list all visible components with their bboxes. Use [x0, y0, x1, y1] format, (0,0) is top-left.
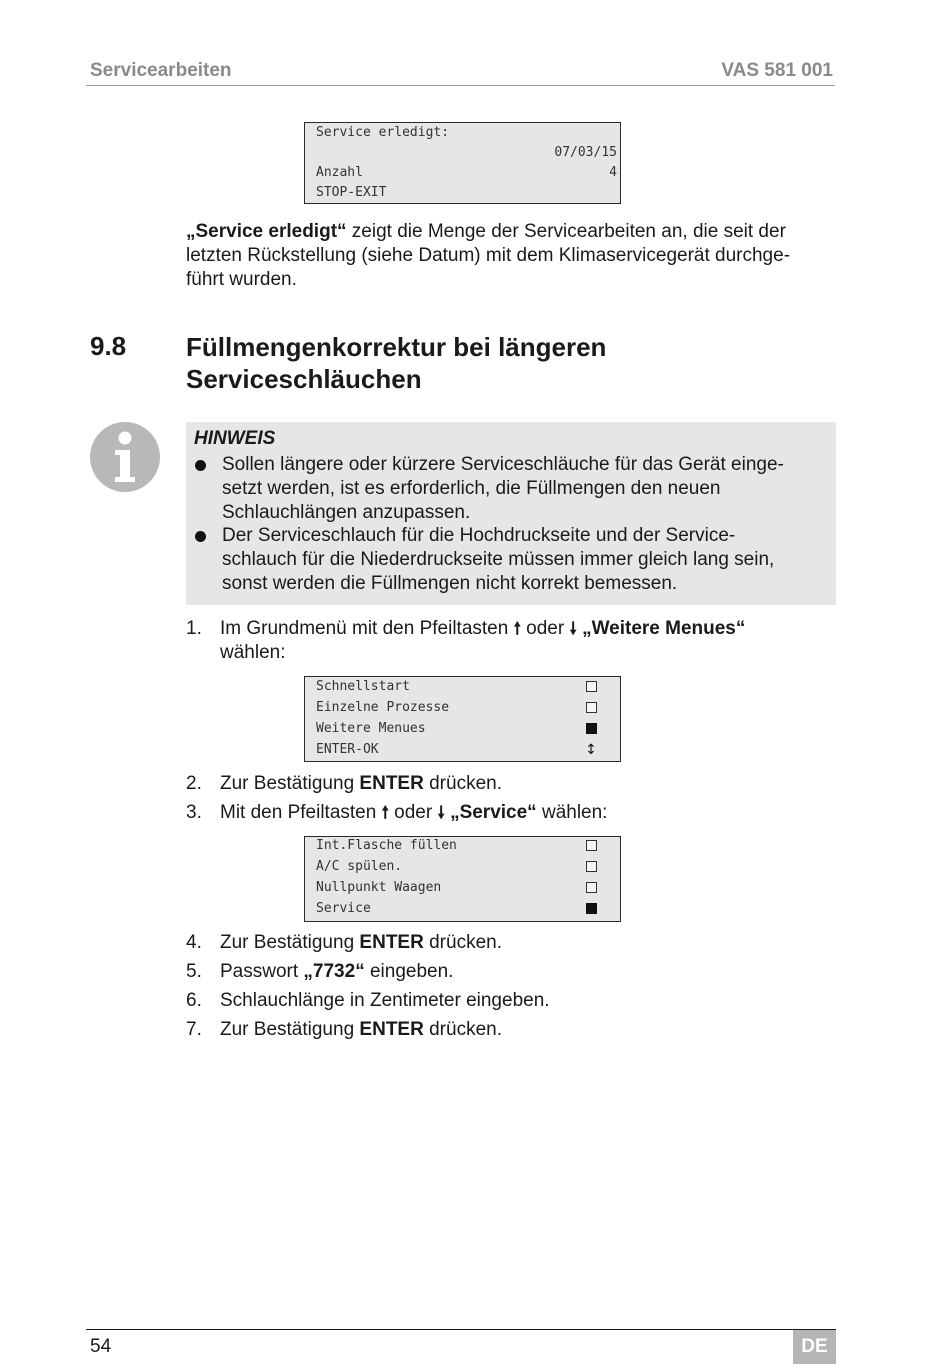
step-number: 5.: [186, 961, 202, 982]
intro-line: [186, 220, 838, 244]
bullet-icon: [195, 531, 206, 542]
hint-line: Der Serviceschlauch für die Hochdruckseite und der Service-: [222, 525, 736, 546]
checkbox-empty-icon: [586, 882, 597, 893]
step-number: 4.: [186, 932, 202, 953]
lcd-display-service-menu: [304, 836, 621, 922]
lcd-line: STOP-EXIT: [316, 185, 387, 200]
footer-divider: [86, 1329, 836, 1330]
step-text-part: eingeben.: [364, 961, 454, 982]
step-text-part: oder: [388, 802, 438, 823]
up-down-arrow-icon: ↕: [585, 742, 597, 758]
intro-line: letzten Rückstellung (siehe Datum) mit dem Klimaservicegerät durchge-: [186, 245, 791, 266]
step-number: 1.: [186, 618, 202, 639]
step-number: 7.: [186, 1019, 202, 1040]
lcd-menu-label: ENTER-OK: [316, 742, 379, 757]
lcd-menu-row: [316, 741, 617, 759]
step-text-part: wählen:: [536, 802, 608, 823]
lcd-menu-row: [316, 879, 617, 897]
step-bold-term: „Service“: [450, 802, 537, 823]
lcd-date: 07/03/15: [554, 145, 617, 160]
lcd-menu-label: Weitere Menues: [316, 721, 426, 736]
step-text-part: wählen:: [220, 642, 286, 663]
step-text-part: oder: [520, 618, 570, 639]
step-bold-term: „7732“: [303, 961, 365, 982]
step-bold-term: ENTER: [359, 1019, 424, 1040]
hint-line: schlauch für die Niederdruckseite müssen immer gleich lang sein,: [222, 549, 775, 570]
step-text-part: drücken.: [423, 1019, 502, 1040]
lcd-menu-label: Service: [316, 901, 371, 916]
lcd-menu-row: [316, 720, 617, 738]
step-text: [220, 931, 830, 955]
section-number: 9.8: [90, 331, 127, 361]
section-title: [186, 331, 786, 395]
hint-box: [186, 422, 836, 605]
arrow-up-icon: 🠕: [381, 803, 389, 823]
lcd-line: Service erledigt:: [316, 125, 450, 140]
step-text-part: Zur Bestätigung: [220, 773, 360, 794]
step-text-part: Passwort: [220, 961, 304, 982]
lcd-menu-row: [316, 900, 617, 918]
step-number: 6.: [186, 990, 202, 1011]
lcd-menu-label: A/C spülen.: [316, 859, 403, 874]
intro-paragraph: [186, 220, 838, 292]
checkbox-selected-icon: [586, 903, 597, 914]
lcd-menu-row: [316, 837, 617, 855]
lcd-count-label: Anzahl: [316, 165, 363, 180]
lcd-menu-row: [316, 678, 617, 696]
arrow-up-icon: 🠕: [513, 619, 521, 639]
step-number: 2.: [186, 773, 202, 794]
lcd-display-main-menu: [304, 676, 621, 762]
step-text: [220, 617, 830, 665]
running-header-chapter: Servicearbeiten: [90, 60, 232, 81]
arrow-down-icon: 🠗: [569, 619, 577, 639]
intro-text: zeigt die Menge der Servicearbeiten an, die seit der: [346, 221, 786, 242]
info-icon: [90, 422, 160, 492]
lcd-line: [316, 144, 617, 162]
step-bold-term: ENTER: [359, 773, 424, 794]
lcd-menu-row: [316, 858, 617, 876]
lcd-menu-label: Schnellstart: [316, 679, 410, 694]
step-text: [220, 772, 830, 796]
intro-bold-term: „Service erledigt“: [186, 221, 347, 242]
step-text: Schlauchlänge in Zentimeter eingeben.: [220, 990, 550, 1011]
lcd-menu-label: Einzelne Prozesse: [316, 700, 450, 715]
section-title-line: Füllmengenkorrektur bei längeren: [186, 332, 607, 362]
lcd-menu-row: [316, 699, 617, 717]
step-text: [220, 801, 830, 825]
hint-text: [222, 453, 832, 525]
step-number: 3.: [186, 802, 202, 823]
intro-line: führt wurden.: [186, 269, 297, 290]
hint-line: setzt werden, ist es erforderlich, die Füllmengen den neuen: [222, 478, 721, 499]
hint-title: HINWEIS: [194, 428, 276, 449]
checkbox-empty-icon: [586, 702, 597, 713]
lcd-display-service-done: [304, 122, 621, 204]
arrow-down-icon: 🠗: [437, 803, 445, 823]
step-bold-term: „Weitere Menues“: [582, 618, 746, 639]
step-text-part: Zur Bestätigung: [220, 932, 360, 953]
step-text-part: Zur Bestätigung: [220, 1019, 360, 1040]
checkbox-empty-icon: [586, 681, 597, 692]
step-text: [220, 1018, 830, 1042]
hint-line: Sollen längere oder kürzere Serviceschläuche für das Gerät einge-: [222, 454, 784, 475]
header-divider: [86, 85, 835, 86]
lcd-line: [316, 164, 617, 182]
step-text-part: drücken.: [423, 932, 502, 953]
step-text-part: Mit den Pfeiltasten: [220, 802, 382, 823]
lcd-menu-label: Nullpunkt Waagen: [316, 880, 442, 895]
language-badge: DE: [793, 1330, 836, 1364]
step-bold-term: ENTER: [359, 932, 424, 953]
lcd-count-value: 4: [609, 165, 617, 180]
bullet-icon: [195, 460, 206, 471]
running-header-model: VAS 581 001: [721, 60, 833, 81]
checkbox-empty-icon: [586, 840, 597, 851]
page-number: 54: [90, 1336, 112, 1357]
hint-line: Schlauchlängen anzupassen.: [222, 502, 471, 523]
section-title-line: Serviceschläuchen: [186, 364, 422, 394]
step-text: [220, 960, 830, 984]
lcd-menu-label: Int.Flasche füllen: [316, 838, 457, 853]
step-text-part: Im Grundmenü mit den Pfeiltasten: [220, 618, 514, 639]
step-text-part: drücken.: [423, 773, 502, 794]
hint-text: [222, 524, 832, 596]
checkbox-empty-icon: [586, 861, 597, 872]
hint-line: sonst werden die Füllmengen nicht korrekt bemessen.: [222, 573, 678, 594]
checkbox-selected-icon: [586, 723, 597, 734]
